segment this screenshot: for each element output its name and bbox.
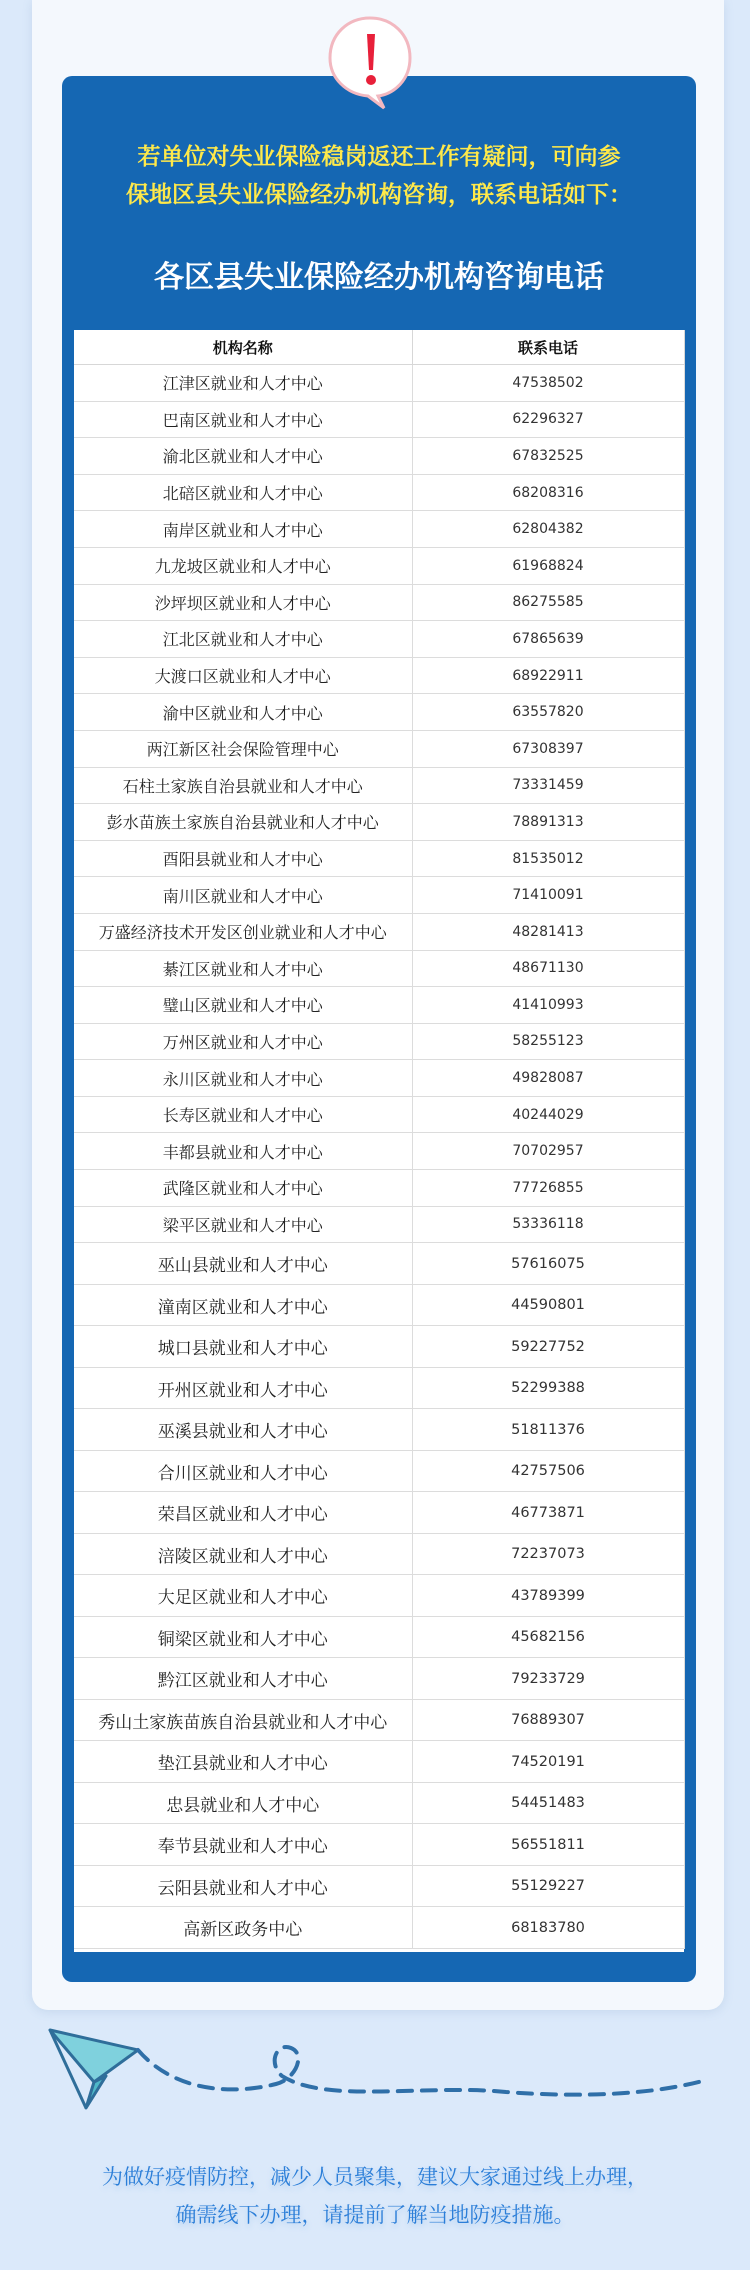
org-name-cell: 丰都县就业和人才中心 xyxy=(74,1133,412,1170)
phone-cell: 68208316 xyxy=(412,474,684,511)
phone-cell: 68183780 xyxy=(412,1907,684,1949)
header-org-name: 机构名称 xyxy=(74,330,412,365)
paper-plane-icon xyxy=(46,2024,746,2124)
phone-cell: 45682156 xyxy=(412,1616,684,1658)
org-name-cell: 大渡口区就业和人才中心 xyxy=(74,657,412,694)
header-phone: 联系电话 xyxy=(412,330,684,365)
phone-cell: 76889307 xyxy=(412,1699,684,1741)
org-name-cell: 长寿区就业和人才中心 xyxy=(74,1096,412,1133)
org-name-cell: 渝中区就业和人才中心 xyxy=(74,694,412,731)
table-row xyxy=(74,1284,684,1326)
table-row xyxy=(74,1409,684,1451)
org-name-cell: 潼南区就业和人才中心 xyxy=(74,1284,412,1326)
table-row xyxy=(74,657,684,694)
org-name-cell: 荣昌区就业和人才中心 xyxy=(74,1492,412,1534)
phone-cell: 72237073 xyxy=(412,1533,684,1575)
phone-cell: 55129227 xyxy=(412,1865,684,1907)
org-name-cell: 铜梁区就业和人才中心 xyxy=(74,1616,412,1658)
org-name-cell: 綦江区就业和人才中心 xyxy=(74,950,412,987)
footer-text xyxy=(0,2158,750,2234)
org-name-cell: 合川区就业和人才中心 xyxy=(74,1450,412,1492)
phone-cell: 59227752 xyxy=(412,1326,684,1368)
table-header-row xyxy=(74,330,684,365)
org-name-cell: 彭水苗族土家族自治县就业和人才中心 xyxy=(74,804,412,841)
org-name-cell: 璧山区就业和人才中心 xyxy=(74,987,412,1024)
table-row xyxy=(74,621,684,658)
phone-cell: 62804382 xyxy=(412,511,684,548)
phone-cell: 42757506 xyxy=(412,1450,684,1492)
phone-cell: 79233729 xyxy=(412,1658,684,1700)
table-row xyxy=(74,1782,684,1824)
phone-cell: 52299388 xyxy=(412,1367,684,1409)
phone-cell: 78891313 xyxy=(412,804,684,841)
table-row xyxy=(74,1865,684,1907)
table-row xyxy=(74,474,684,511)
table-row xyxy=(74,1243,684,1285)
table-row xyxy=(74,1133,684,1170)
org-name-cell: 大足区就业和人才中心 xyxy=(74,1575,412,1617)
org-name-cell: 渝北区就业和人才中心 xyxy=(74,438,412,475)
phone-cell: 71410091 xyxy=(412,877,684,914)
table-row xyxy=(74,1060,684,1097)
phone-cell: 86275585 xyxy=(412,584,684,621)
table-body xyxy=(74,365,684,1949)
table-row xyxy=(74,1824,684,1866)
phone-cell: 48671130 xyxy=(412,950,684,987)
table-row xyxy=(74,1326,684,1368)
phone-cell: 56551811 xyxy=(412,1824,684,1866)
phone-cell: 67832525 xyxy=(412,438,684,475)
org-name-cell: 江津区就业和人才中心 xyxy=(74,365,412,402)
table-row xyxy=(74,1575,684,1617)
table-row xyxy=(74,804,684,841)
table-row xyxy=(74,1907,684,1949)
table-row xyxy=(74,1023,684,1060)
org-name-cell: 江北区就业和人才中心 xyxy=(74,621,412,658)
phone-cell: 43789399 xyxy=(412,1575,684,1617)
table-row xyxy=(74,877,684,914)
table-row xyxy=(74,511,684,548)
table-row xyxy=(74,1206,684,1243)
table-row xyxy=(74,365,684,402)
org-name-cell: 云阳县就业和人才中心 xyxy=(74,1865,412,1907)
table-row xyxy=(74,694,684,731)
notice-line-1: 若单位对失业保险稳岗返还工作有疑问，可向参 xyxy=(137,144,621,170)
org-name-cell: 武隆区就业和人才中心 xyxy=(74,1170,412,1207)
table-row xyxy=(74,1658,684,1700)
phone-cell: 46773871 xyxy=(412,1492,684,1534)
org-name-cell: 南川区就业和人才中心 xyxy=(74,877,412,914)
org-name-cell: 石柱土家族自治县就业和人才中心 xyxy=(74,767,412,804)
table-row xyxy=(74,1367,684,1409)
table-row xyxy=(74,1533,684,1575)
notice-text xyxy=(62,138,696,214)
org-name-cell: 开州区就业和人才中心 xyxy=(74,1367,412,1409)
contact-table-container xyxy=(74,330,684,1952)
phone-cell: 73331459 xyxy=(412,767,684,804)
phone-cell: 53336118 xyxy=(412,1206,684,1243)
org-name-cell: 忠县就业和人才中心 xyxy=(74,1782,412,1824)
org-name-cell: 万盛经济技术开发区创业就业和人才中心 xyxy=(74,913,412,950)
table-row xyxy=(74,1450,684,1492)
table-row xyxy=(74,1616,684,1658)
table-row xyxy=(74,950,684,987)
phone-cell: 81535012 xyxy=(412,840,684,877)
org-name-cell: 九龙坡区就业和人才中心 xyxy=(74,547,412,584)
contact-table xyxy=(74,330,685,1949)
org-name-cell: 城口县就业和人才中心 xyxy=(74,1326,412,1368)
org-name-cell: 巴南区就业和人才中心 xyxy=(74,401,412,438)
phone-cell: 74520191 xyxy=(412,1741,684,1783)
footer-line-2: 确需线下办理，请提前了解当地防疫措施。 xyxy=(175,2203,575,2227)
table-row xyxy=(74,730,684,767)
phone-cell: 54451483 xyxy=(412,1782,684,1824)
phone-cell: 44590801 xyxy=(412,1284,684,1326)
org-name-cell: 黔江区就业和人才中心 xyxy=(74,1658,412,1700)
table-row xyxy=(74,1492,684,1534)
table-row xyxy=(74,1699,684,1741)
org-name-cell: 高新区政务中心 xyxy=(74,1907,412,1949)
phone-cell: 40244029 xyxy=(412,1096,684,1133)
org-name-cell: 梁平区就业和人才中心 xyxy=(74,1206,412,1243)
table-row xyxy=(74,767,684,804)
phone-cell: 77726855 xyxy=(412,1170,684,1207)
phone-cell: 49828087 xyxy=(412,1060,684,1097)
table-row xyxy=(74,1170,684,1207)
org-name-cell: 两江新区社会保险管理中心 xyxy=(74,730,412,767)
table-row xyxy=(74,840,684,877)
org-name-cell: 涪陵区就业和人才中心 xyxy=(74,1533,412,1575)
table-row xyxy=(74,987,684,1024)
org-name-cell: 万州区就业和人才中心 xyxy=(74,1023,412,1060)
table-row xyxy=(74,1741,684,1783)
table-row xyxy=(74,401,684,438)
phone-cell: 62296327 xyxy=(412,401,684,438)
phone-cell: 70702957 xyxy=(412,1133,684,1170)
org-name-cell: 奉节县就业和人才中心 xyxy=(74,1824,412,1866)
phone-cell: 61968824 xyxy=(412,547,684,584)
org-name-cell: 酉阳县就业和人才中心 xyxy=(74,840,412,877)
org-name-cell: 垫江县就业和人才中心 xyxy=(74,1741,412,1783)
phone-cell: 48281413 xyxy=(412,913,684,950)
phone-cell: 68922911 xyxy=(412,657,684,694)
phone-cell: 51811376 xyxy=(412,1409,684,1451)
table-title: 各区县失业保险经办机构咨询电话 xyxy=(154,260,604,295)
org-name-cell: 南岸区就业和人才中心 xyxy=(74,511,412,548)
table-row xyxy=(74,438,684,475)
org-name-cell: 巫山县就业和人才中心 xyxy=(74,1243,412,1285)
exclamation-bubble-icon xyxy=(326,14,414,110)
phone-cell: 47538502 xyxy=(412,365,684,402)
org-name-cell: 永川区就业和人才中心 xyxy=(74,1060,412,1097)
phone-cell: 67308397 xyxy=(412,730,684,767)
phone-cell: 58255123 xyxy=(412,1023,684,1060)
org-name-cell: 秀山土家族苗族自治县就业和人才中心 xyxy=(74,1699,412,1741)
org-name-cell: 沙坪坝区就业和人才中心 xyxy=(74,584,412,621)
phone-cell: 57616075 xyxy=(412,1243,684,1285)
phone-cell: 41410993 xyxy=(412,987,684,1024)
phone-cell: 67865639 xyxy=(412,621,684,658)
footer-line-1: 为做好疫情防控，减少人员聚集，建议大家通过线上办理， xyxy=(102,2165,648,2189)
phone-cell: 63557820 xyxy=(412,694,684,731)
table-row xyxy=(74,584,684,621)
notice-line-2: 保地区县失业保险经办机构咨询，联系电话如下： xyxy=(126,182,632,208)
table-row xyxy=(74,547,684,584)
table-row xyxy=(74,913,684,950)
org-name-cell: 巫溪县就业和人才中心 xyxy=(74,1409,412,1451)
org-name-cell: 北碚区就业和人才中心 xyxy=(74,474,412,511)
table-row xyxy=(74,1096,684,1133)
